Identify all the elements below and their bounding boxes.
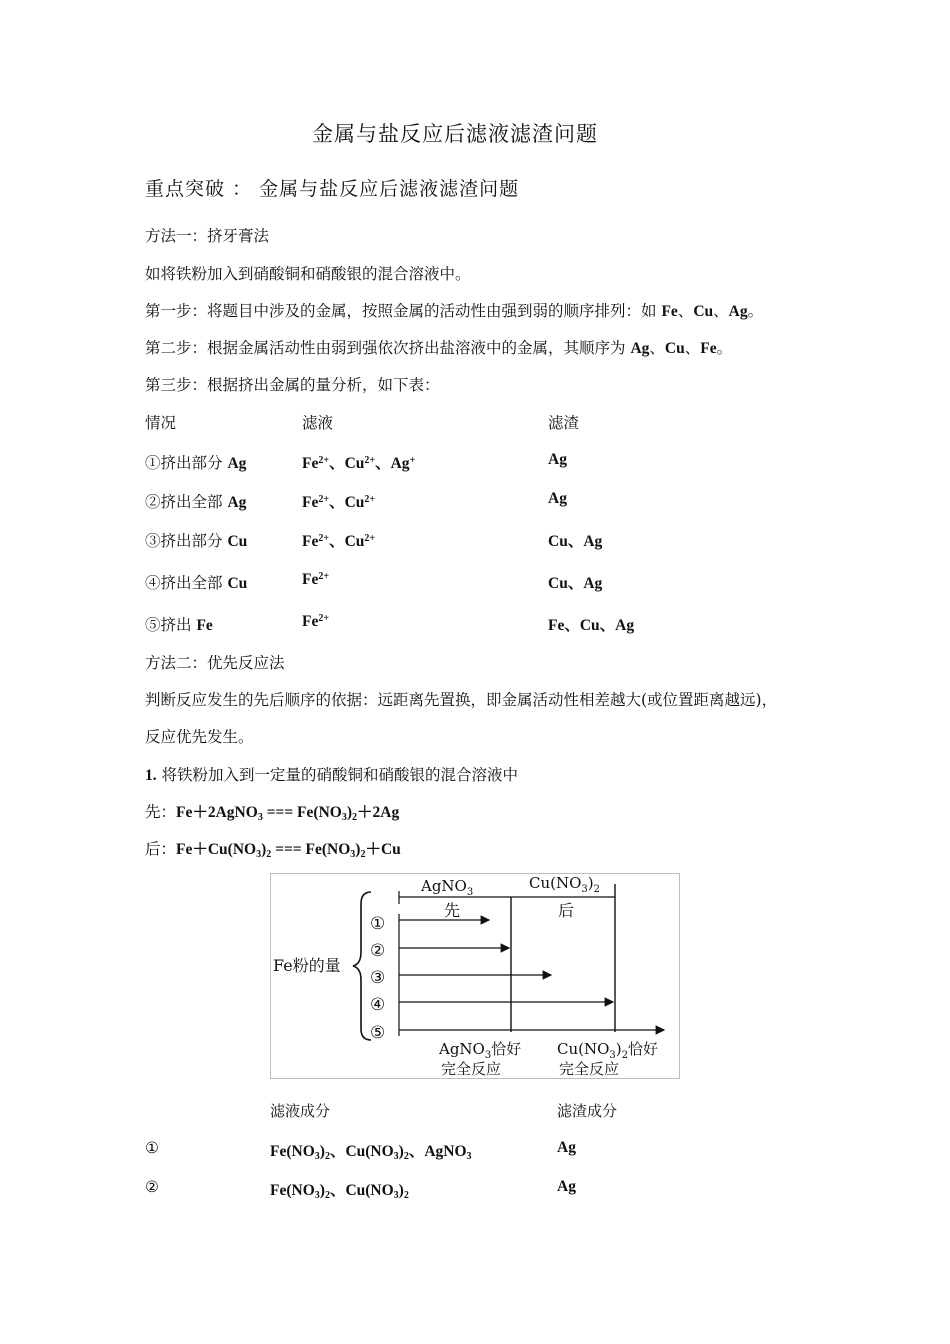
method2-label: 方法二：优先反应法 — [145, 654, 285, 672]
method2-basis-2: 反应优先发生。 — [145, 728, 254, 746]
table2-header-filtrate: 滤液成分 — [270, 1102, 331, 1120]
table1-row-5-case — [145, 613, 213, 635]
method1-intro: 如将铁粉加入到硝酸铜和硝酸银的混合溶液中。 — [145, 265, 471, 283]
table2-row-2-filtrate: $Fe(NO_3)_2$、$Cu(NO_3)_2$ — [270, 1182, 409, 1201]
method1-label: 方法一：挤牙膏法 — [145, 227, 270, 245]
bottom-label-cuno32-line2: 完全反应 — [559, 1060, 620, 1078]
section-heading: 重点突破 ： 金属与盐反应后滤液滤渣问题 — [145, 178, 520, 200]
table2-row-1-filtrate: $Fe(NO_3)_2$、$Cu(NO_3)_2$、AgNO$_3$ — [270, 1143, 472, 1162]
marker-2: ② — [370, 941, 386, 961]
equation-then-formula: $Fe+Cu(NO_3)_2$ === $Fe(NO_3)_2+Cu$ — [176, 841, 401, 860]
table1-row-3-residue: Cu、Ag — [548, 533, 603, 550]
step2-metal-1: Ag — [630, 340, 650, 357]
table2-row-2-num: ② — [145, 1178, 159, 1196]
step1-metal-3: Ag — [728, 303, 748, 320]
top-label-agno3: AgNO$_3$ — [421, 877, 474, 898]
step1-metal-2: Cu — [693, 303, 714, 320]
step3: 第三步：根据挤出金属的量分析，如下表： — [145, 376, 440, 394]
table1-row-1-filtrate: $Fe^{2+}$、$Cu^{2+}$、Ag+ — [302, 455, 416, 472]
table1-row-4-filtrate: $Fe^{2+}$ — [302, 571, 330, 588]
brace-shape — [353, 892, 371, 1040]
marker-5: ⑤ — [370, 1023, 386, 1043]
equation-first-label: 先： — [145, 803, 177, 821]
table2-row-2-residue: Ag — [557, 1178, 576, 1195]
table2-row-1-residue: Ag — [557, 1139, 576, 1156]
method2-basis-1: 判断反应发生的先后顺序的依据：远距离先置换，即金属活动性相差越大(或位置距离越远)， — [145, 691, 778, 709]
case-metal: Ag — [227, 455, 247, 472]
case-text: ③挤出部分 — [145, 532, 228, 550]
step2-metal-2: Cu — [664, 340, 685, 357]
bottom-label-cuno32: $Cu(NO_3)_2$恰好 — [557, 1040, 659, 1061]
bottom-label-agno3-line2: 完全反应 — [441, 1060, 502, 1078]
label-then: 后 — [558, 901, 575, 920]
step1: 第一步：将题目中涉及的金属，按照金属的活动性由强到弱的顺序排列：如 Fe、Cu、Ag。 — [145, 302, 764, 320]
step1-metal-1: Fe — [661, 303, 678, 320]
diagram-svg — [271, 874, 679, 1078]
question-1 — [145, 763, 518, 785]
table1-header-residue: 滤渣 — [548, 414, 580, 432]
table1-row-2-residue: Ag — [548, 490, 567, 507]
case-metal: Ag — [227, 494, 247, 511]
question-number: 1. — [145, 767, 157, 784]
question-text: 将铁粉加入到一定量的硝酸铜和硝酸银的混合溶液中 — [156, 766, 519, 784]
case-metal: Cu — [227, 575, 248, 592]
table1-header-case: 情况 — [145, 414, 177, 432]
table1-row-5-residue: Fe、Cu、Ag — [548, 617, 635, 634]
page-title: 金属与盐反应后滤液滤渣问题 — [312, 122, 598, 146]
table1-row-1-residue: Ag — [548, 451, 567, 468]
equation-then-label: 后： — [145, 840, 177, 858]
step1-text: 第一步：将题目中涉及的金属，按照金属的活动性由强到弱的顺序排列：如 — [145, 302, 662, 320]
table1-row-2-filtrate: $Fe^{2+}$、$Cu^{2+}$ — [302, 494, 376, 511]
equation-then — [145, 837, 401, 860]
case-text: ⑤挤出 — [145, 616, 197, 634]
table1-row-4-residue: Cu、Ag — [548, 575, 603, 592]
case-metal: Cu — [227, 533, 248, 550]
top-label-cuno32: $Cu(NO_3)_2$ — [529, 874, 601, 895]
bottom-label-agno3: AgNO$_3$恰好 — [439, 1040, 522, 1061]
table1-row-4-case — [145, 571, 247, 593]
equation-first-formula: Fe＋2AgNO$_3$ === $Fe(NO_3)_2+2Ag$ — [176, 804, 400, 823]
reaction-order-diagram — [270, 873, 680, 1079]
table1-row-5-filtrate: $Fe^{2+}$ — [302, 613, 330, 630]
marker-4: ④ — [370, 995, 386, 1015]
step2-metal-3: Fe — [700, 340, 717, 357]
table2-row-1-num: ① — [145, 1139, 159, 1157]
table1-row-3-case — [145, 529, 247, 551]
y-axis-label: Fe粉的量 — [273, 956, 341, 975]
case-text: ②挤出全部 — [145, 493, 228, 511]
case-metal: Fe — [196, 617, 213, 634]
marker-3: ③ — [370, 968, 386, 988]
table1-row-2-case — [145, 490, 246, 512]
table1-header-filtrate: 滤液 — [302, 414, 334, 432]
step2-text: 第二步：根据金属活动性由弱到强依次挤出盐溶液中的金属，其顺序为 — [145, 339, 631, 357]
equation-first — [145, 800, 399, 823]
case-text: ④挤出全部 — [145, 574, 228, 592]
label-first: 先 — [444, 901, 461, 920]
case-text: ①挤出部分 — [145, 454, 228, 472]
marker-1: ① — [370, 914, 386, 934]
table1-row-3-filtrate: $Fe^{2+}$、$Cu^{2+}$ — [302, 533, 376, 550]
step2: 第二步：根据金属活动性由弱到强依次挤出盐溶液中的金属，其顺序为 Ag、Cu、Fe。 — [145, 339, 733, 357]
table2-header-residue: 滤渣成分 — [557, 1102, 618, 1120]
table1-row-1-case — [145, 451, 246, 473]
